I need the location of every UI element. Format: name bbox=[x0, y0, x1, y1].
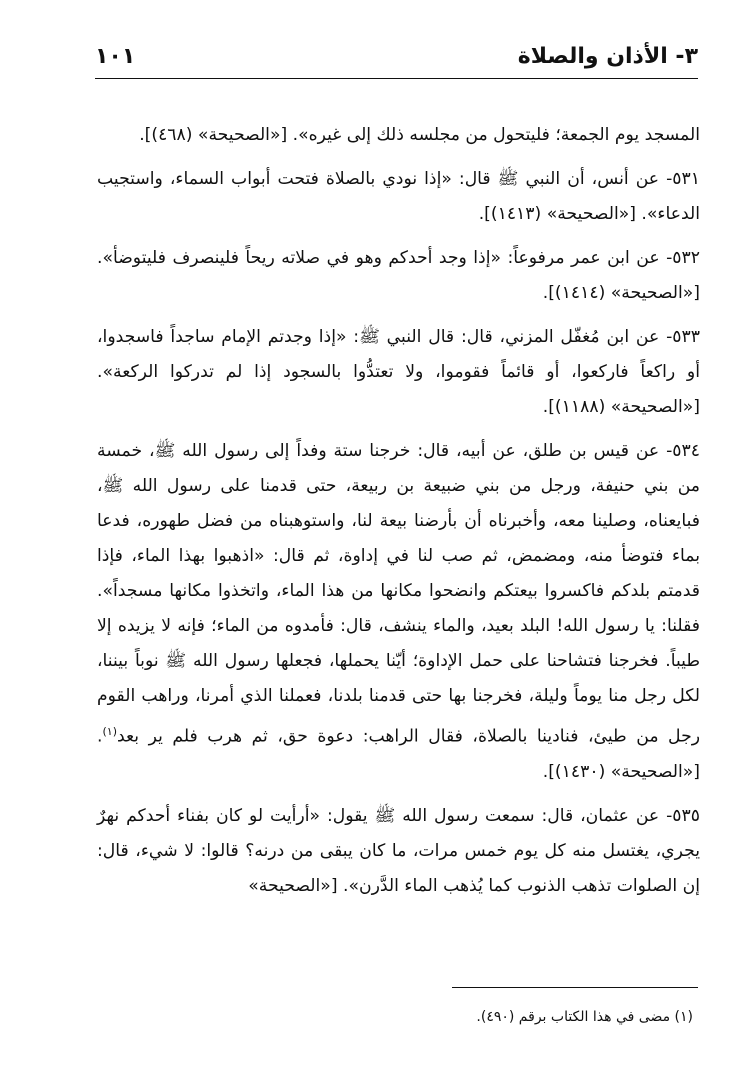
main-text bbox=[97, 118, 700, 913]
running-header bbox=[95, 40, 698, 79]
chapter-title: ٣- الأذان والصلاة bbox=[517, 44, 698, 69]
hadith-535: ٥٣٥- عن عثمان، قال: سمعت رسول الله ﷺ يقول: «أرأيت لو كان بفناء أحدكم نهرٌ يجري، يغتسل منه كل يوم خمس مرات، ما كان يبقى من درنه؟ قالوا: لا شيء، قال: إن الصلوات تذهب الذنوب كما يُذهب الماء الدَّرن». [«الصحيحة» bbox=[97, 805, 700, 896]
hadith-531: ٥٣١- عن أنس، أن النبي ﷺ قال: «إذا نودي بالصلاة فتحت أبواب السماء، واستجيب الدعاء». [«الصحيحة» (١٤١٣)]. bbox=[97, 169, 700, 224]
hadith-533: ٥٣٣- عن ابن مُغفّل المزني، قال: قال النبي ﷺ: «إذا وجدتم الإمام ساجداً فاسجدوا، أو راكعاً فاركعوا، أو قائماً فقوموا، ولا تعتدُّوا بالسجود إذا لم تدركوا الركعة». [«الصحيحة» (١١٨٨)]. bbox=[97, 327, 700, 417]
hadith-534 bbox=[97, 434, 700, 790]
paragraph-continuation: المسجد يوم الجمعة؛ فليتحول من مجلسه ذلك إلى غيره». [«الصحيحة» (٤٦٨)]. bbox=[139, 125, 700, 145]
hadith-532: ٥٣٢- عن ابن عمر مرفوعاً: «إذا وجد أحدكم وهو في صلاته ريحاً فلينصرف فليتوضأ». [«الصحيحة» (١٤١٤)]. bbox=[97, 248, 700, 303]
hadith-534-text: ٥٣٤- عن قيس بن طلق، عن أبيه، قال: خرجنا ستة وفداً إلى رسول الله ﷺ، خمسة من بني حنيفة، ورجل من بني ضبيعة بن ربيعة، حتى قدمنا على رسول الله ﷺ، فبايعناه، وصلينا معه، وأخبرناه أن بأرضنا بيعة لنا، واستوهبناه من فضل طهوره، فدعا بماء فتوضأ منه، ومضمض، ثم صب لنا في إداوة، ثم قال: «اذهبوا بهذا الماء، فإذا قدمتم بلدكم فاكسروا بيعتكم وانضحوا مكانها من هذا الماء، واتخذوا مكانها مسجداً». فقلنا: يا رسول الله! البلد بعيد، والماء ينشف، قال: فأمدوه من الماء؛ فإنه لا يزيده إلا طيباً. فخرجنا فتشاحنا على حمل الإداوة؛ أيّنا يحملها، فجعلها رسول الله ﷺ نوباً بيننا، لكل رجل منا يوماً وليلة، فخرجنا بها حتى قدمنا بلدنا، فعملنا الذي أمرنا، وراهب القوم رجل من طيئ، فنادينا بالصلاة، فقال الراهب: دعوة حق، ثم هرب فلم ير بعد bbox=[97, 441, 700, 747]
page-number: ١٠١ bbox=[95, 44, 136, 69]
footnote: (١) مضى في هذا الكتاب برقم (٤٩٠). bbox=[476, 1009, 693, 1025]
footnote-marker: (١) bbox=[102, 725, 117, 738]
footnote-separator bbox=[452, 987, 698, 988]
hadith-534-source: . [«الصحيحة» (١٤٣٠)]. bbox=[97, 726, 700, 782]
